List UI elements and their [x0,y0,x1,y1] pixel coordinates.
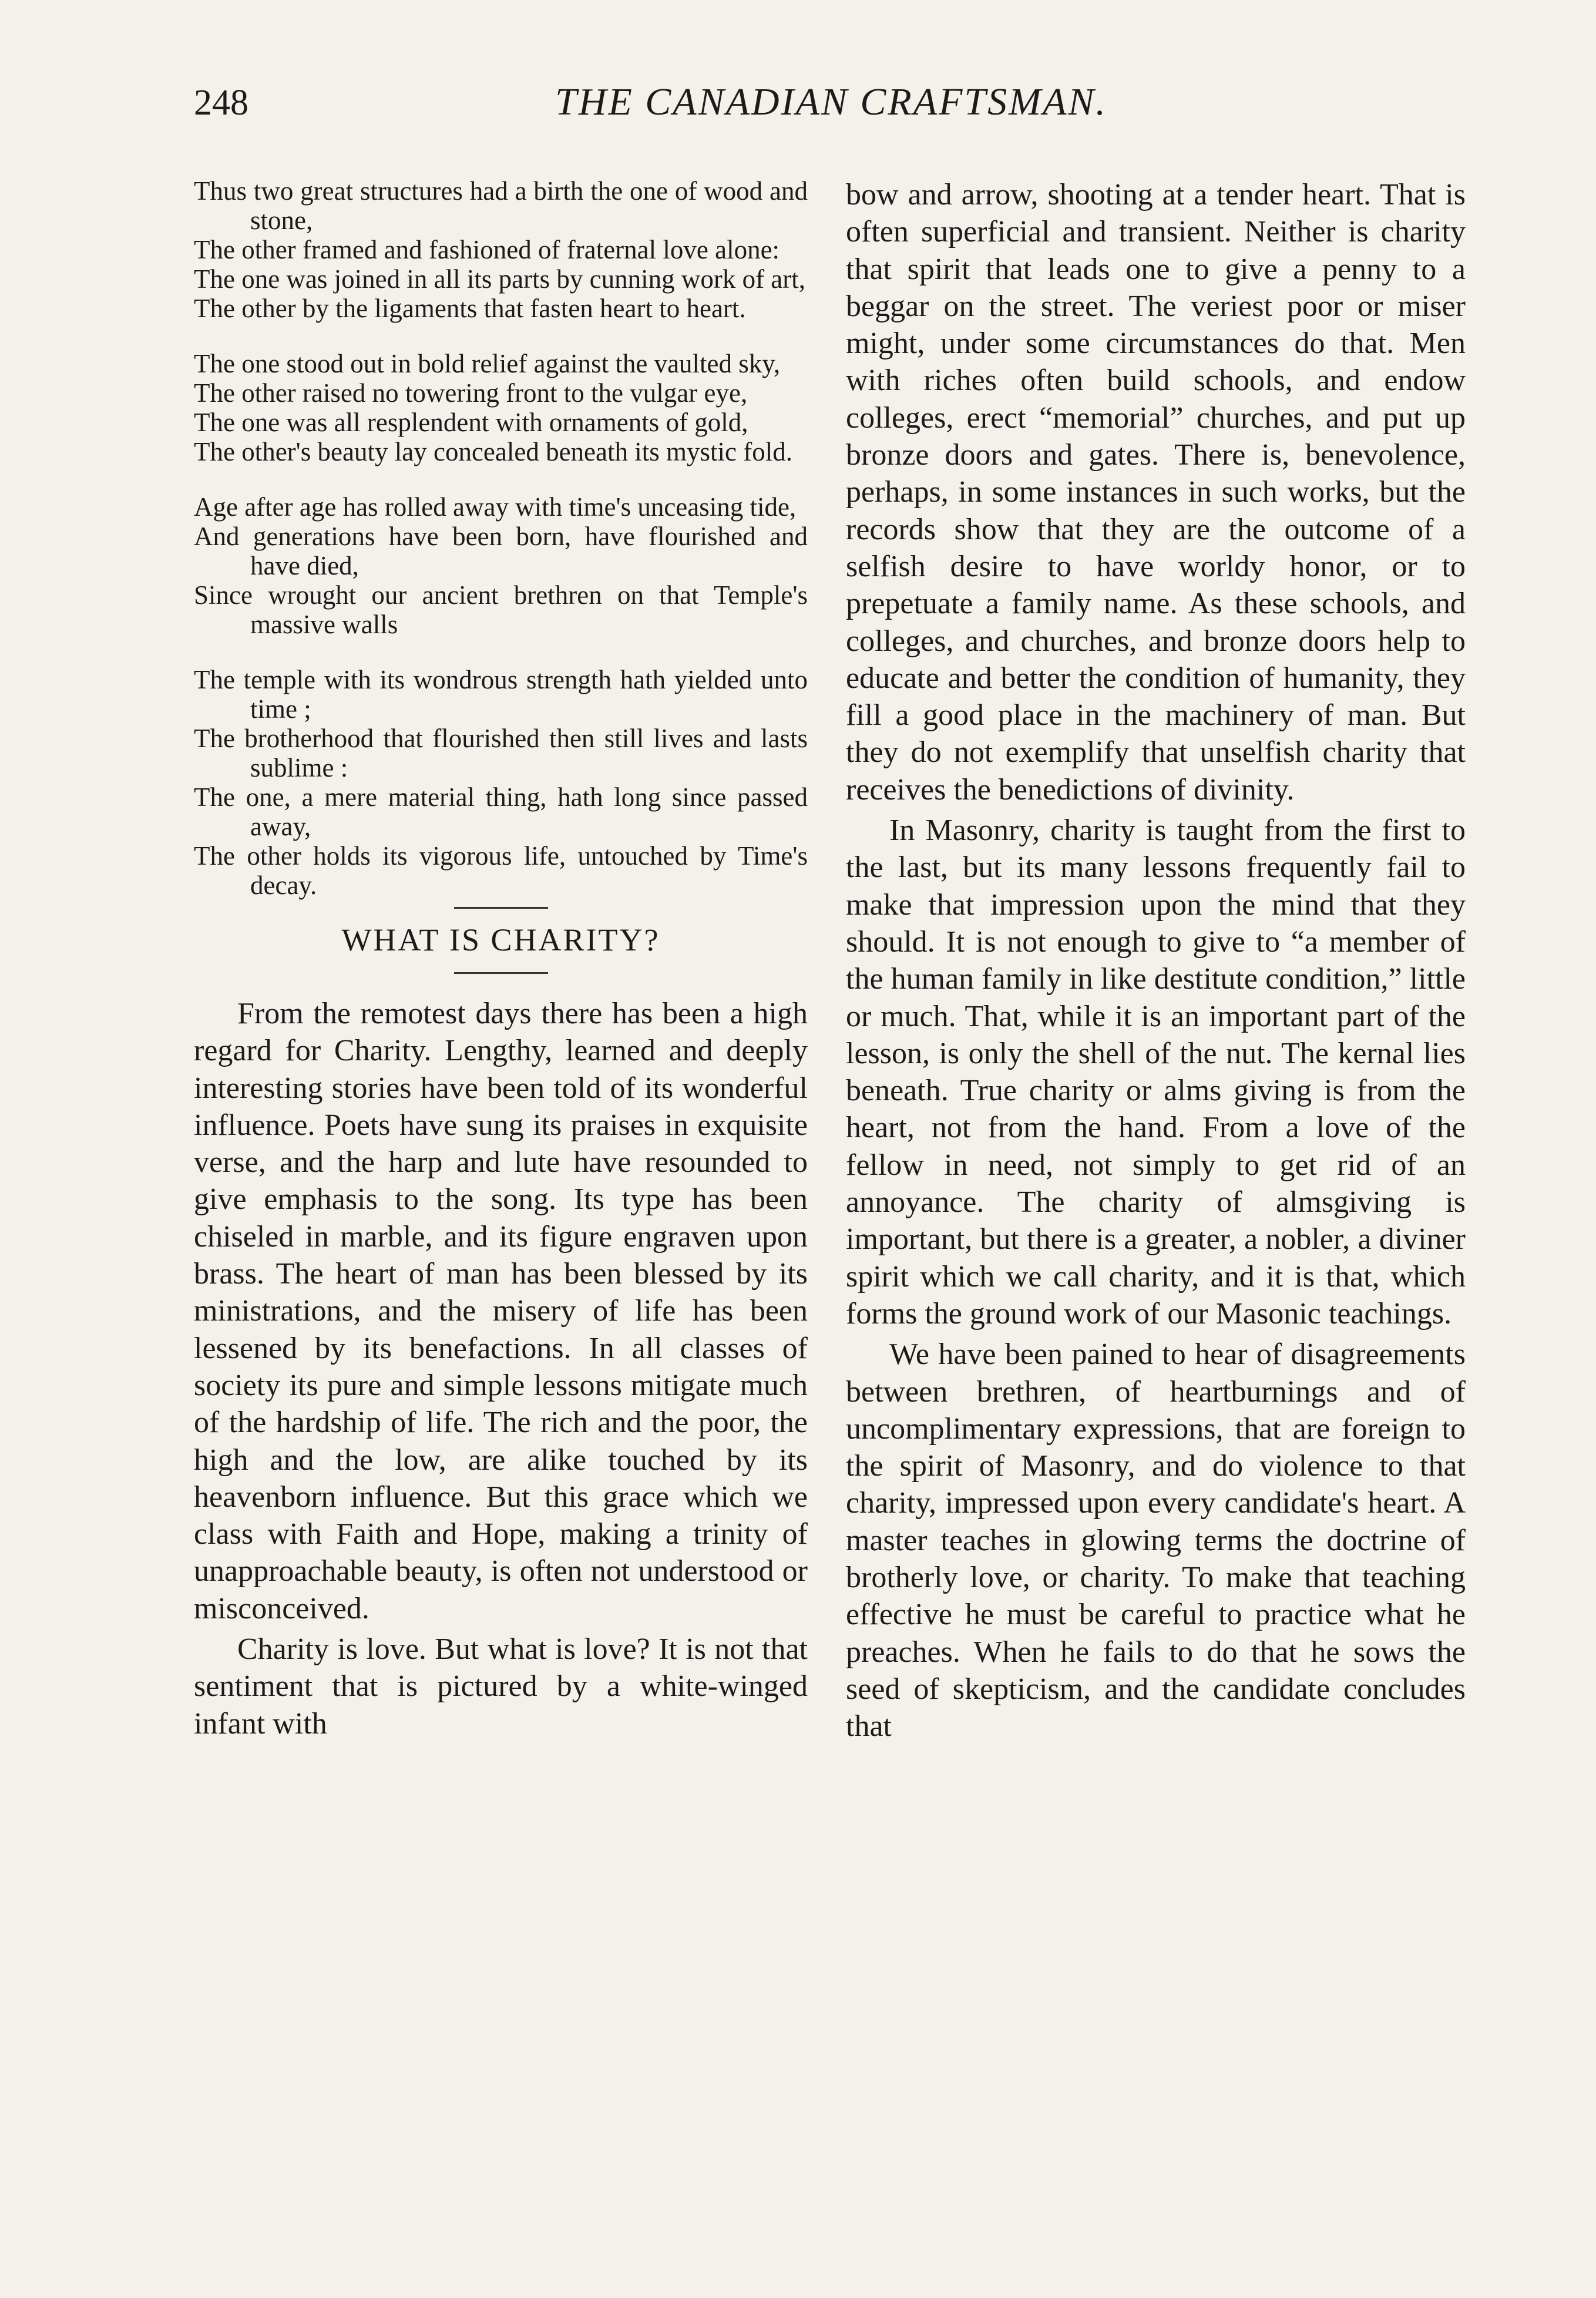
running-title: THE CANADIAN CRAFTSMAN. [555,80,1107,123]
page-number: 248 [194,83,248,123]
poem-stanza [194,492,808,639]
poem [194,176,808,900]
article-title: WHAT IS CHARITY? [341,922,660,958]
right-column [846,176,1466,1745]
paragraph: We have been pained to hear of disagreements between brethren, of heartburnings and of uncomplimentary expressions, that are foreign to the spirit of Masonry, and do violence to that charity, impressed upon every candidate's heart. A master teaches in glowing terms the doctrine of brotherly love, or charity. To make that teaching effective he must be careful to practice what he preaches. When he fails to do that he sows the seed of skepticism, and the candidate concludes that [846,1338,1466,1743]
article-body-left [194,995,808,1742]
divider-rule [454,972,548,974]
poem-line: Since wrought our ancient brethren on that Temple's massive walls [194,580,808,639]
poem-line: The other's beauty lay concealed beneath its mystic fold. [194,437,793,466]
poem-stanza [194,349,808,466]
poem-line: The one was joined in all its parts by cunning work of art, [194,264,806,294]
poem-line: The brotherhood that flourished then still lives and lasts sublime : [194,724,808,782]
poem-stanza [194,665,808,900]
poem-line: The one stood out in bold relief against the vaulted sky, [194,349,781,378]
poem-line: The other holds its vigorous life, untouched by Time's decay. [194,841,808,900]
poem-line: The other framed and fashioned of fraternal love alone: [194,235,780,264]
paragraph: From the remotest days there has been a high regard for Charity. Lengthy, learned and deeply interesting stories have been told of its wonderful influence. Poets have sung its praises in exquisite verse, and the harp and lute have resounded to give emphasis to the song. Its type has been chiseled in marble, and its figure engraven upon brass. The heart of man has been blessed by its ministrations, and the misery of life has been lessened by its benefactions. In all classes of society its pure and simple lessons mitigate much of the hardship of life. The rich and the poor, the high and the low, are alike touched by its heavenborn influence. But this grace which we class with Faith and Hope, making a trinity of unapproachable beauty, is often not understood or misconceived. [194,997,808,1625]
page-header [194,70,1469,153]
poem-line: And generations have been born, have flourished and have died, [194,522,808,580]
poem-line: The temple with its wondrous strength hath yielded unto time ; [194,665,808,724]
poem-line: Thus two great structures had a birth the one of wood and stone, [194,176,808,235]
left-column [194,176,808,1742]
poem-line: Age after age has rolled away with time's unceasing tide, [194,492,797,522]
divider-rule [454,907,548,909]
paragraph-continuation: bow and arrow, shooting at a tender heart. That is often superficial and transient. Neither is charity that spirit that leads one to give a penny to a beggar on the street. The veriest poor or miser might, under some circumstances do that. Men with riches often build schools, and endow colleges, erect “memorial” churches, and put up bronze doors and gates. There is, benevolence, perhaps, in some instances in such works, but the records show that they are the outcome of a selfish desire to have worldy honor, or to prepetuate a family name. As these schools, and colleges, and churches, and bronze doors help to educate and better the condition of humanity, they fill a good place in the machinery of man. But they do not exemplify that unselfish charity that receives the benedictions of divinity. [846,178,1466,807]
paragraph: Charity is love. But what is love? It is not that sentiment that is pictured by a white-winged infant with [194,1632,808,1741]
poem-line: The one, a mere material thing, hath long since passed away, [194,782,808,841]
paragraph: In Masonry, charity is taught from the first to the last, but its many lessons frequently fail to make that impression upon the mind that they should. It is not enough to give to “a member of the human family in like destitute condition,” little or much. That, while it is an important part of the lesson, is only the shell of the nut. The kernal lies beneath. True charity or alms giving is from the heart, not from the hand. From a love of the fellow in need, not simply to get rid of an annoyance. The charity of almsgiving is important, but there is a greater, a nobler, a diviner spirit which we call charity, and it is that, which forms the ground work of our Masonic teachings. [846,814,1466,1331]
poem-stanza [194,176,808,323]
poem-line: The other raised no towering front to the vulgar eye, [194,378,748,408]
poem-line: The one was all resplendent with ornaments of gold, [194,408,748,437]
article-body-right [846,176,1466,1745]
poem-line: The other by the ligaments that fasten heart to heart. [194,294,746,323]
